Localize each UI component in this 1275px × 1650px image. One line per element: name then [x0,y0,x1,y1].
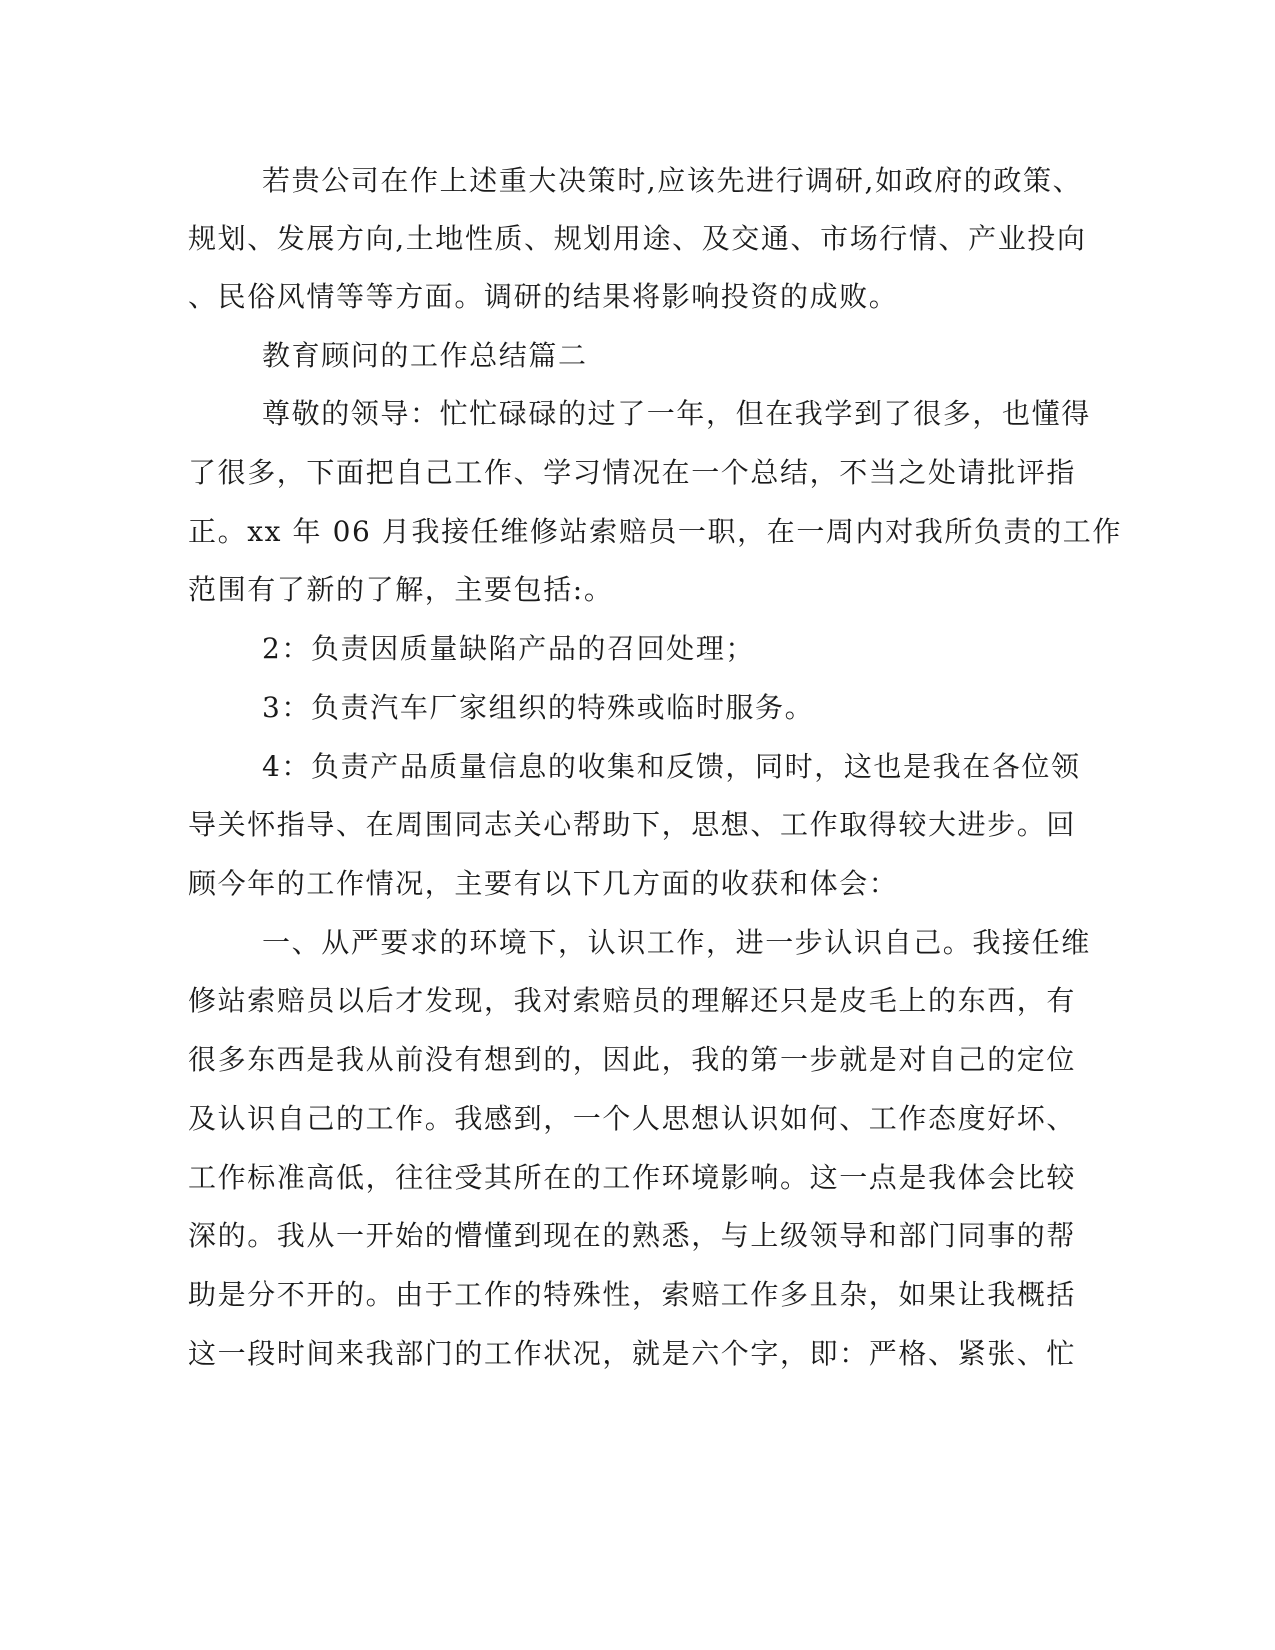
section-heading: 教育顾问的工作总结篇二 [262,339,588,372]
list-item: 4：负责产品质量信息的收集和反馈，同时，这也是我在各位领 [262,750,1081,783]
text-line: 尊敬的领导：忙忙碌碌的过了一年，但在我学到了很多，也懂得 [262,397,1091,430]
text-line: 规划、发展方向,土地性质、规划用途、及交通、市场行情、产业投向 [188,222,1087,255]
text-line: 很多东西是我从前没有想到的，因此，我的第一步就是对自己的定位 [188,1043,1077,1076]
text-line: 若贵公司在作上述重大决策时,应该先进行调研,如政府的政策、 [262,164,1083,197]
text-line: 及认识自己的工作。我感到，一个人思想认识如何、工作态度好坏、 [188,1102,1077,1135]
list-item: 3：负责汽车厂家组织的特殊或临时服务。 [262,691,815,724]
text-line: 了很多，下面把自己工作、学习情况在一个总结，不当之处请批评指 [188,456,1077,489]
text-line: 这一段时间来我部门的工作状况，就是六个字，即：严格、紧张、忙 [188,1337,1077,1370]
text-line: 工作标准高低，往往受其所在的工作环境影响。这一点是我体会比较 [188,1161,1077,1194]
text-line: 一、从严要求的环境下，认识工作，进一步认识自己。我接任维 [262,926,1091,959]
text-line: 助是分不开的。由于工作的特殊性，索赔工作多且杂，如果让我概括 [188,1278,1077,1311]
text-line: 修站索赔员以后才发现，我对索赔员的理解还只是皮毛上的东西，有 [188,984,1077,1017]
text-line: 正。xx 年 06 月我接任维修站索赔员一职，在一周内对我所负责的工作 [188,515,1122,548]
text-line: 范围有了新的了解，主要包括:。 [188,573,614,606]
text-line: 、民俗风情等等方面。调研的结果将影响投资的成败。 [188,280,899,313]
list-item: 2：负责因质量缺陷产品的召回处理； [262,632,756,665]
text-line: 顾今年的工作情况，主要有以下几方面的收获和体会： [188,867,899,900]
text-line: 导关怀指导、在周围同志关心帮助下，思想、工作取得较大进步。回 [188,808,1077,841]
text-line: 深的。我从一开始的懵懂到现在的熟悉，与上级领导和部门同事的帮 [188,1219,1077,1252]
